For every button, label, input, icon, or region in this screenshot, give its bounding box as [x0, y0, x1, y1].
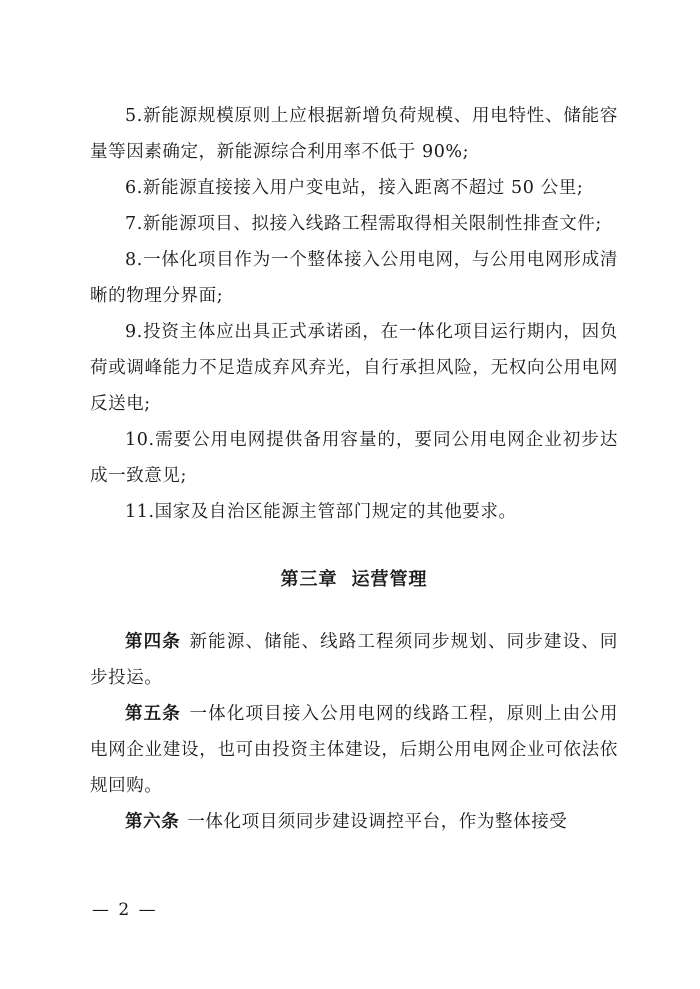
list-item: 10.需要公用电网提供备用容量的，要同公用电网企业初步达成一致意见; [90, 430, 618, 486]
list-item: 9.投资主体应出具正式承诺函，在一体化项目运行期内，因负荷或调峰能力不足造成弃风弃光，自行承担风险，无权向公用电网反送电; [90, 322, 618, 414]
article [90, 696, 618, 804]
page-number: — 2 — [92, 900, 158, 920]
article-text: 一体化项目接入公用电网的线路工程，原则上由公用电网企业建设，也可由投资主体建设，后期公用电网企业可依法依规回购。 [90, 704, 618, 796]
list-item: 11.国家及自治区能源主管部门规定的其他要求。 [125, 502, 517, 522]
article-text: 一体化项目须同步建设调控平台，作为整体接受 [187, 812, 568, 832]
article-heading: 第五条 [125, 704, 181, 724]
chapter-number: 第三章 [280, 569, 338, 590]
chapter-heading [90, 562, 618, 598]
article-text: 新能源、储能、线路工程须同步规划、同步建设、同步投运。 [90, 632, 618, 688]
chapter-title: 运营管理 [351, 569, 428, 590]
list-item: 6.新能源直接接入用户变电站，接入距离不超过 50 公里; [125, 178, 584, 198]
page-body [90, 98, 618, 840]
article-heading: 第四条 [125, 632, 181, 652]
article [90, 624, 618, 696]
article-heading: 第六条 [125, 812, 180, 832]
list-item: 8.一体化项目作为一个整体接入公用电网，与公用电网形成清晰的物理分界面; [90, 250, 618, 306]
article [90, 804, 618, 840]
list-item: 7.新能源项目、拟接入线路工程需取得相关限制性排查文件; [125, 214, 602, 234]
list-item: 5.新能源规模原则上应根据新增负荷规模、用电特性、储能容量等因素确定，新能源综合利用率不低于 90%; [90, 106, 618, 162]
